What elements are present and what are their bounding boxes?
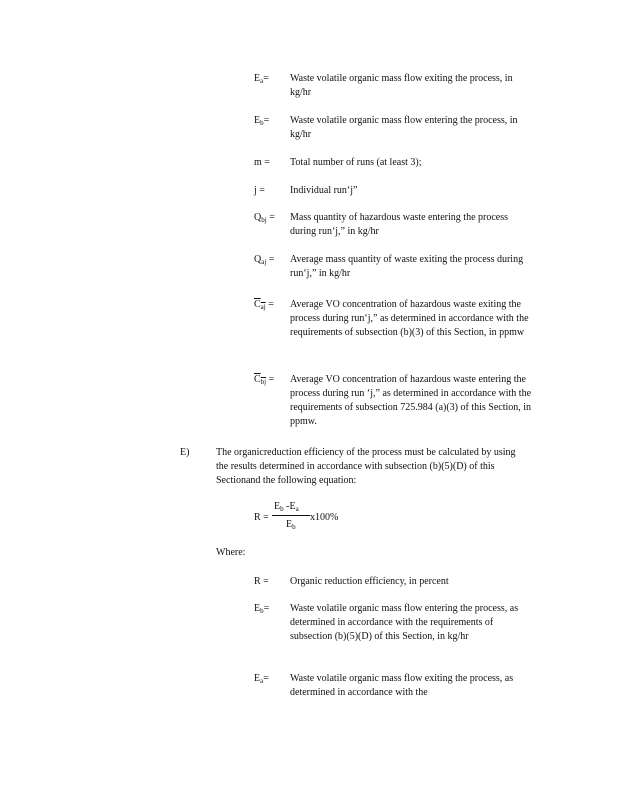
symbol — [254, 211, 288, 227]
symbol — [254, 114, 288, 130]
equation-lhs: R = — [254, 512, 269, 523]
symbol-equals: = — [263, 673, 269, 684]
symbol-main: C — [254, 374, 261, 385]
definition-text: Waste volatile organic mass flow exiting the process, in kg/hr — [290, 73, 513, 98]
numerator-sub-b: a — [295, 505, 299, 513]
reduction-efficiency-equation — [254, 500, 374, 536]
denominator-term: E — [286, 519, 293, 530]
numerator-term-a: E — [274, 501, 281, 512]
definition-text: Waste volatile organic mass flow exiting the process, as determined in accordance with the — [290, 673, 514, 698]
symbol — [254, 672, 288, 688]
paragraph-text: The organicreduction efficiency of the process must be calculated by using the results determined in accordance with subsection (b)(5)(D) of this Sectionand the following equation: — [216, 447, 516, 486]
symbol-sub: a — [260, 677, 264, 685]
symbol-equals: = — [256, 185, 265, 196]
definition-text: Average VO concentration of hazardous waste exiting the process during run‘j,” as determined in accordance with the requirements of subsection (b)(3) of this Section, in ppmw — [290, 299, 529, 338]
symbol-main: j — [254, 185, 257, 196]
definition-text: Total number of runs (at least 3); — [290, 157, 422, 168]
symbol-sub: b — [260, 607, 264, 615]
symbol — [254, 373, 288, 389]
symbol-sub: bj — [260, 378, 267, 386]
symbol-main: E — [254, 673, 261, 684]
symbol-equals: = — [266, 254, 275, 265]
symbol — [254, 72, 288, 88]
symbol — [254, 575, 288, 591]
definition-text: Waste volatile organic mass flow entering the process, as determined in accordance with the requirements of subsection (b)(5)(D) of this Section, in kg/hr — [290, 603, 519, 642]
symbol — [254, 602, 288, 618]
numerator-term-b: -E — [283, 501, 296, 512]
definition-text: Individual run‘j” — [290, 185, 358, 196]
symbol-main: R — [254, 576, 261, 587]
symbol-main: C — [254, 299, 261, 310]
symbol-main: E — [254, 73, 261, 84]
symbol — [254, 298, 288, 314]
symbol-sub: a — [260, 77, 264, 85]
symbol-equals: = — [261, 157, 270, 168]
symbol-main: E — [254, 115, 261, 126]
fraction-bar — [272, 515, 310, 516]
symbol-sub: b — [260, 119, 264, 127]
equation-denominator — [286, 518, 296, 534]
definition-text: Organic reduction efficiency, in percent — [290, 576, 449, 587]
denominator-sub: b — [292, 523, 296, 531]
symbol — [254, 184, 288, 200]
symbol-equals: = — [263, 73, 269, 84]
symbol-sub: aj — [260, 303, 266, 311]
definition-text: Average VO concentration of hazardous waste entering the process during run ‘j,” as determined in accordance with the requirements of subsection 725.984 (a)(3) of this Section, in ppmw. — [290, 374, 532, 427]
symbol-equals: = — [266, 212, 275, 223]
definition-text: Mass quantity of hazardous waste entering the process during run‘j,” in kg/hr — [290, 212, 508, 237]
symbol-main: E — [254, 603, 261, 614]
symbol-overline — [254, 374, 266, 385]
symbol-sub: bj — [261, 216, 267, 224]
where-label: Where: — [216, 547, 246, 558]
paragraph-label: E) — [180, 447, 190, 458]
symbol-equals: = — [266, 374, 275, 385]
symbol-equals: = — [263, 603, 270, 614]
symbol — [254, 253, 288, 269]
symbol-equals: = — [260, 576, 269, 587]
symbol-main: Q — [254, 254, 262, 265]
numerator-sub-a: b — [280, 505, 284, 513]
equation-numerator — [274, 500, 299, 516]
definition-text: Average mass quantity of waste exiting the process during run‘j,” in kg/hr — [290, 254, 524, 279]
symbol-main: Q — [254, 212, 262, 223]
symbol-equals: = — [263, 115, 270, 126]
equation-multiplier: x100% — [310, 512, 339, 523]
symbol-equals: = — [265, 299, 274, 310]
symbol-overline — [254, 299, 266, 310]
symbol-sub: aj — [261, 258, 267, 266]
symbol — [254, 156, 288, 172]
symbol-main: m — [254, 157, 262, 168]
definition-text: Waste volatile organic mass flow entering the process, in kg/hr — [290, 115, 518, 140]
